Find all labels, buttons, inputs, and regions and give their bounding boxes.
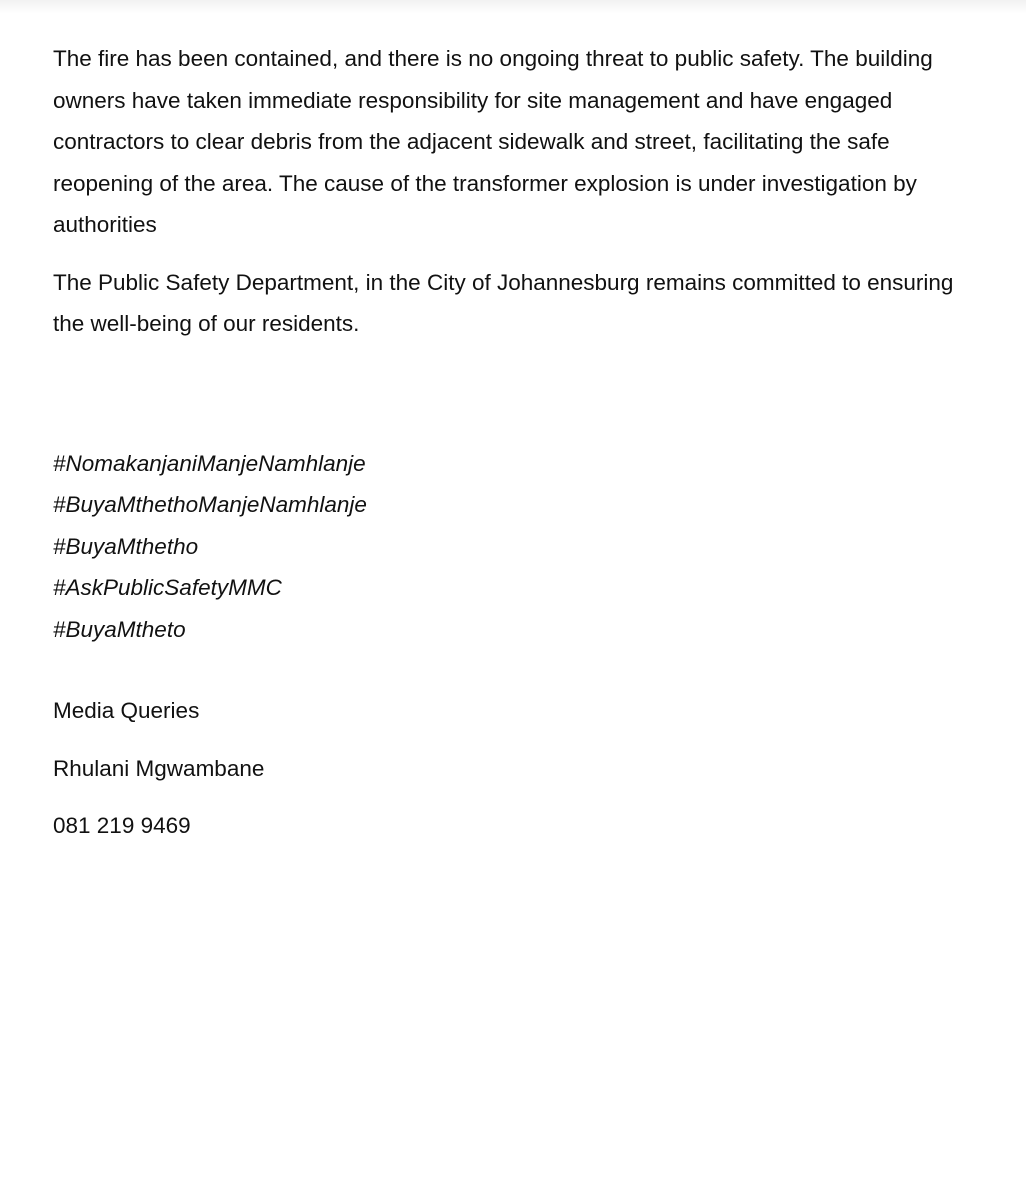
hashtag: #BuyaMthetho bbox=[53, 533, 199, 559]
hashtag: #BuyaMthethoManjeNamhlanje bbox=[53, 492, 367, 517]
media-queries-heading: Media Queries bbox=[53, 698, 200, 723]
statement-paragraph-fire: The fire has been contained, and there is no ongoing threat to public safety. The building owners have taken immediate responsibility for site management and have engaged contractors to clear debris from the adjacent sidewalk and street, facilitating the safe reopening of the area. The cause of the transformer explosion is under investigation by authorities bbox=[53, 46, 933, 237]
hashtag-list bbox=[53, 443, 983, 651]
statement-paragraph-commitment: The Public Safety Department, in the City of Johannesburg remains committed to ensuring the well-being of our residents. bbox=[53, 269, 954, 336]
contact-phone: 081 219 9469 bbox=[53, 813, 191, 838]
hashtag: #NomakanjaniManjeNamhlanje bbox=[53, 450, 366, 476]
hashtag: #BuyaMtheto bbox=[53, 616, 186, 642]
document-body bbox=[53, 38, 983, 847]
hashtag: #AskPublicSafetyMMC bbox=[53, 575, 282, 600]
contact-name: Rhulani Mgwambane bbox=[53, 755, 265, 781]
page-top-shadow bbox=[0, 0, 1026, 14]
media-contact-block bbox=[53, 690, 983, 847]
